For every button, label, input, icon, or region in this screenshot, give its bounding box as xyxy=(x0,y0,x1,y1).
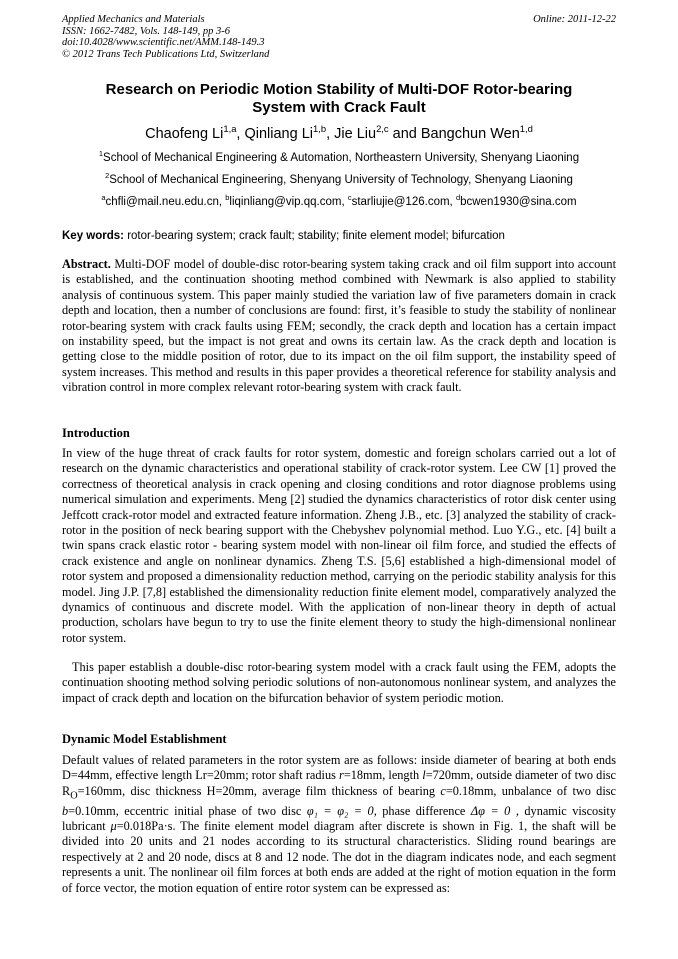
subscript: O xyxy=(70,790,78,802)
paper-title xyxy=(62,81,616,117)
journal-name: Applied Mechanics and Materials xyxy=(62,14,205,25)
abstract xyxy=(62,257,616,396)
author-sup: 1,a xyxy=(223,123,237,135)
text-run: phase difference xyxy=(376,803,471,818)
affiliation-1 xyxy=(62,151,616,165)
title-line-2: System with Crack Fault xyxy=(252,99,426,116)
section-heading-dynamic-model: Dynamic Model Establishment xyxy=(62,732,227,746)
email-sup: d xyxy=(455,193,461,203)
text-run: =160mm, disc thickness H=20mm, average film thickness of bearing xyxy=(77,783,441,798)
author: Chaofeng Li xyxy=(145,126,224,142)
author: Qinliang Li xyxy=(244,126,313,142)
email-list xyxy=(62,195,616,209)
text-run: =0.018Pa·s. The finite element model diagram after discrete is shown in Fig. 1, the shaft will be divided into 20 units and 21 nodes according to its structural characteristics. Sliding round bearings are respectively at 2 and 20 node, discs at 8 and 12 node. The dot in the diagram indicates node, and each segment represents a unit. The nonlinear oil film forces at both ends are added at the right of motion equation in the form of force vector, the motion equation of entire rotor system can be expressed as: xyxy=(62,819,616,895)
text-run: =720mm, outside diameter of two disc R xyxy=(62,768,616,798)
affiliation-sup: 1 xyxy=(98,149,104,159)
email: starliujie@126.com, xyxy=(351,196,456,208)
author-sup: 1,d xyxy=(519,123,533,135)
symbol-r: r xyxy=(339,768,344,783)
separator: , xyxy=(326,126,335,142)
keywords-text: rotor-bearing system; crack fault; stability; finite element model; bifurcation xyxy=(124,230,505,242)
section-heading-introduction: Introduction xyxy=(62,426,130,440)
author: Jie Liu xyxy=(334,126,377,142)
email-sup: b xyxy=(225,193,230,203)
symbol-b: b xyxy=(62,803,69,818)
symbol-c: c xyxy=(440,783,446,798)
email: chfli@mail.neu.edu.cn, xyxy=(105,196,226,208)
text-run: Default values of related parameters in the rotor system are as follows: inside diameter of bearing at both ends D=44mm, effective length Lr=20mm; rotor shaft radius xyxy=(62,753,616,783)
email: bcwen1930@sina.com xyxy=(460,196,577,208)
online-date: Online: 2011-12-22 xyxy=(533,14,616,25)
author-list xyxy=(62,125,616,143)
keywords-label: Key words: xyxy=(62,230,124,242)
affiliation-2 xyxy=(62,173,616,187)
author-sup: 1,b xyxy=(313,123,327,135)
symbol-mu: μ xyxy=(110,819,117,834)
email-sup: c xyxy=(347,193,352,203)
author-sup: 2,c xyxy=(376,123,389,135)
text-run: =0.10mm, eccentric initial phase of two disc xyxy=(68,803,307,818)
intro-paragraph-2: This paper establish a double-disc rotor-bearing system model with a crack fault using the FEM, adopts the continuation shooting method solving periodic solutions of non-autonomous nonlinear system, and analyzes the impact of crack depth and location on the bifurcation behavior of system periodic motion. xyxy=(62,660,616,705)
separator: , xyxy=(236,126,245,142)
abstract-label: Abstract. xyxy=(62,257,111,271)
affiliation-sup: 2 xyxy=(105,171,110,181)
copyright: © 2012 Trans Tech Publications Ltd, Switzerland xyxy=(62,48,270,60)
affiliation-text: School of Mechanical Engineering, Shenyang University of Technology, Shenyang Liaoning xyxy=(109,174,573,186)
equation-phase-difference: Δφ = 0 xyxy=(470,803,511,818)
text-run: =18mm, length xyxy=(343,768,423,783)
author: Bangchun Wen xyxy=(420,126,520,142)
symbol-l: l xyxy=(422,768,426,783)
equation-phase: φ₁ = φ₂ = 0, xyxy=(306,803,377,818)
text-run: , dynamic viscosity lubricant xyxy=(62,803,616,834)
email: liqinliang@vip.qq.com, xyxy=(229,196,348,208)
doi: doi:10.4028/www.scientific.net/AMM.148-149.3 xyxy=(62,37,265,48)
keywords xyxy=(62,229,616,243)
issn: ISSN: 1662-7482, Vols. 148-149, pp 3-6 xyxy=(62,25,230,37)
affiliation-text: School of Mechanical Engineering & Automation, Northeastern University, Shenyang Liaoning xyxy=(103,152,580,164)
journal-info xyxy=(62,14,269,60)
email-sup: a xyxy=(101,193,106,203)
dynamic-model-paragraph xyxy=(62,753,616,896)
separator: and xyxy=(388,126,421,142)
abstract-text: Multi-DOF model of double-disc rotor-bearing system taking crack and oil film support into account is established, and the continuation shooting method combined with Newmark is also applied to stability analysis of continuous system. This paper mainly studied the variation law of five parameters domain in crack depth and location, then a number of conclusions are found: first, it’s feasible to study the stability of nonlinear rotor-bearing system with crack faults using FEM; secondly, the crack depth and location has a certain impact on instability speed, but the impact is not great and owns its certain law. As the crack depth and location is getting close to the middle position of rotor, due to its impact on the oil film support, the instability speed of system increases. This method and results in this paper provides a theoretical reference for stability analysis and vibration control in more complex relevant rotor-bearing system with crack fault. xyxy=(62,257,616,395)
title-line-1: Research on Periodic Motion Stability of Multi-DOF Rotor-bearing xyxy=(105,81,573,98)
intro-paragraph-1: In view of the huge threat of crack faults for rotor system, domestic and foreign scholars carried out a lot of research on the dynamic characteristics and operational stability of crack-rotor system. Lee CW [1] proved the correctness of theoretical analysis in crack opening and closing conditions and rotor diagnose problems using numerical simulation and experiments. Meng [2] studied the dynamics characteristics of rotor disk center using Jeffcott crack-rotor model and extracted feature information. Zheng J.B., etc. [3] analyzed the stability of crack-rotor in the position of neck bearing support with the Chebyshev polynomial method. Luo Y.G., etc. [4] built a twin spans crack elastic rotor - bearing system model with non-linear oil film force, and studied the effects of crack existence and angle on nonlinear dynamics. Zheng T.S. [5,6] established a high-dimensional model of rotor system and proposed a dimensionality reduction method, carrying on the periodic stability analysis for this model. Jing J.P. [7,8] established the dimensionality reduction finite element model, comparatively analyzed the dynamics of continuous and discrete model. With the application of non-linear theory in depth of actual production, scholars have begun to try to use the finite element theory to study the high-dimensional nonlinear rotor system. xyxy=(62,446,616,645)
text-run: =0.18mm, unbalance of two disc xyxy=(445,783,616,798)
